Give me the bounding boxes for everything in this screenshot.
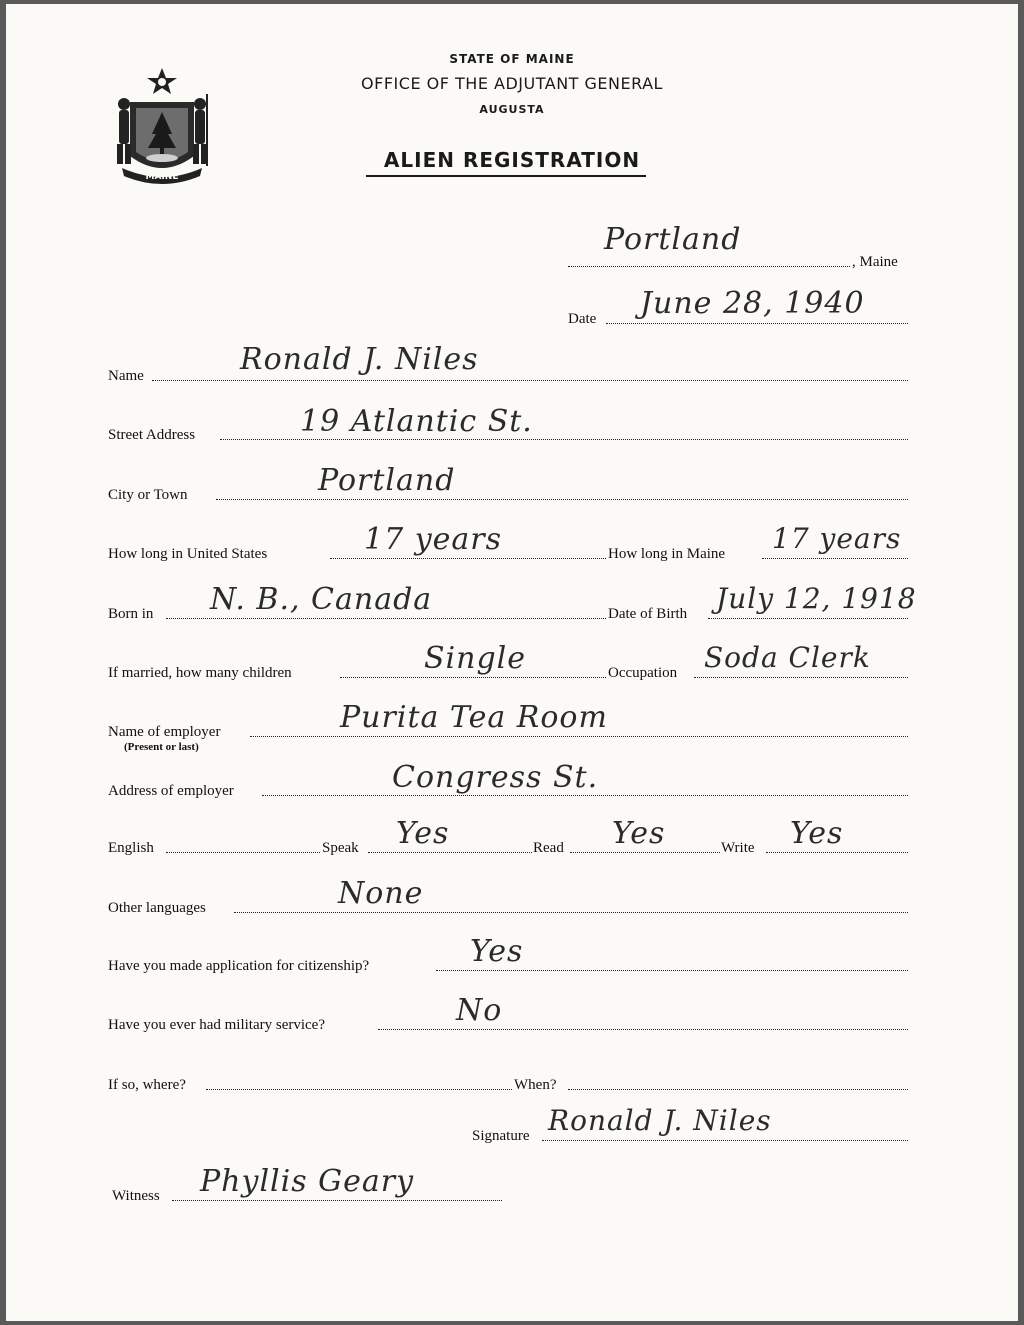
citizenship-label: Have you made application for citizenship? xyxy=(108,958,370,974)
read-value: Yes xyxy=(612,816,666,851)
speak-label: Speak xyxy=(322,840,359,856)
children-value: Single xyxy=(424,641,527,676)
witness-label: Witness xyxy=(112,1188,160,1204)
write-line xyxy=(766,852,908,853)
other-languages-label: Other languages xyxy=(108,900,206,916)
seal-banner-text: MAINE xyxy=(145,172,179,182)
children-label: If married, how many children xyxy=(108,665,292,681)
maine-label: How long in Maine xyxy=(608,546,726,562)
employer-label: Name of employer xyxy=(108,724,221,740)
place-suffix: , Maine xyxy=(852,254,898,270)
children-line xyxy=(340,677,606,678)
place-line xyxy=(568,266,850,267)
employer-value: Purita Tea Room xyxy=(340,700,608,735)
where-label: If so, where? xyxy=(108,1077,186,1093)
citizenship-line xyxy=(436,970,908,971)
witness-line xyxy=(172,1200,502,1201)
city-heading: AUGUSTA xyxy=(479,103,545,116)
employer-line xyxy=(250,736,908,737)
other-languages-line xyxy=(234,912,908,913)
other-languages-value: None xyxy=(338,876,424,911)
when-label: When? xyxy=(514,1077,557,1093)
employer-address-label: Address of employer xyxy=(108,783,234,799)
witness-value: Phyllis Geary xyxy=(200,1164,415,1199)
born-label: Born in xyxy=(108,606,154,622)
read-label: Read xyxy=(533,840,564,856)
state-heading: STATE OF MAINE xyxy=(449,52,575,66)
read-line xyxy=(570,852,720,853)
signature-value: Ronald J. Niles xyxy=(548,1104,772,1137)
office-heading: OFFICE OF THE ADJUTANT GENERAL xyxy=(361,74,663,93)
employer-sub-label: (Present or last) xyxy=(124,741,199,753)
street-value: 19 Atlantic St. xyxy=(300,404,533,439)
us-line xyxy=(330,558,606,559)
citizenship-value: Yes xyxy=(470,934,524,969)
dob-line xyxy=(708,618,908,619)
us-label: How long in United States xyxy=(108,546,268,562)
name-label: Name xyxy=(108,368,144,384)
city-label: City or Town xyxy=(108,487,188,503)
date-label: Date xyxy=(568,311,597,327)
dob-label: Date of Birth xyxy=(608,606,688,622)
occupation-value: Soda Clerk xyxy=(704,641,871,674)
date-line xyxy=(606,323,908,324)
signature-line xyxy=(542,1140,908,1141)
born-line xyxy=(166,618,606,619)
write-label: Write xyxy=(721,840,755,856)
title-underline xyxy=(366,175,646,177)
city-value: Portland xyxy=(318,463,456,498)
place-value: Portland xyxy=(604,222,742,257)
name-value: Ronald J. Niles xyxy=(240,342,479,377)
occupation-line xyxy=(694,677,908,678)
date-value: June 28, 1940 xyxy=(640,286,865,321)
write-value: Yes xyxy=(790,816,844,851)
where-line xyxy=(206,1089,512,1090)
street-line xyxy=(220,439,908,440)
employer-address-value: Congress St. xyxy=(392,760,599,795)
city-line xyxy=(216,499,908,500)
english-line xyxy=(166,852,320,853)
occupation-label: Occupation xyxy=(608,665,678,681)
speak-line xyxy=(368,852,532,853)
street-label: Street Address xyxy=(108,427,196,443)
english-label: English xyxy=(108,840,154,856)
military-line xyxy=(378,1029,908,1030)
name-line xyxy=(152,380,908,381)
maine-line xyxy=(762,558,908,559)
speak-value: Yes xyxy=(396,816,450,851)
us-value: 17 years xyxy=(364,522,503,557)
maine-value: 17 years xyxy=(772,522,902,555)
military-label: Have you ever had military service? xyxy=(108,1017,325,1033)
dob-value: July 12, 1918 xyxy=(716,582,917,615)
form-title: ALIEN REGISTRATION xyxy=(383,148,641,172)
employer-address-line xyxy=(262,795,908,796)
when-line xyxy=(568,1089,908,1090)
signature-label: Signature xyxy=(472,1128,530,1144)
born-value: N. B., Canada xyxy=(210,582,433,617)
military-value: No xyxy=(456,993,503,1028)
